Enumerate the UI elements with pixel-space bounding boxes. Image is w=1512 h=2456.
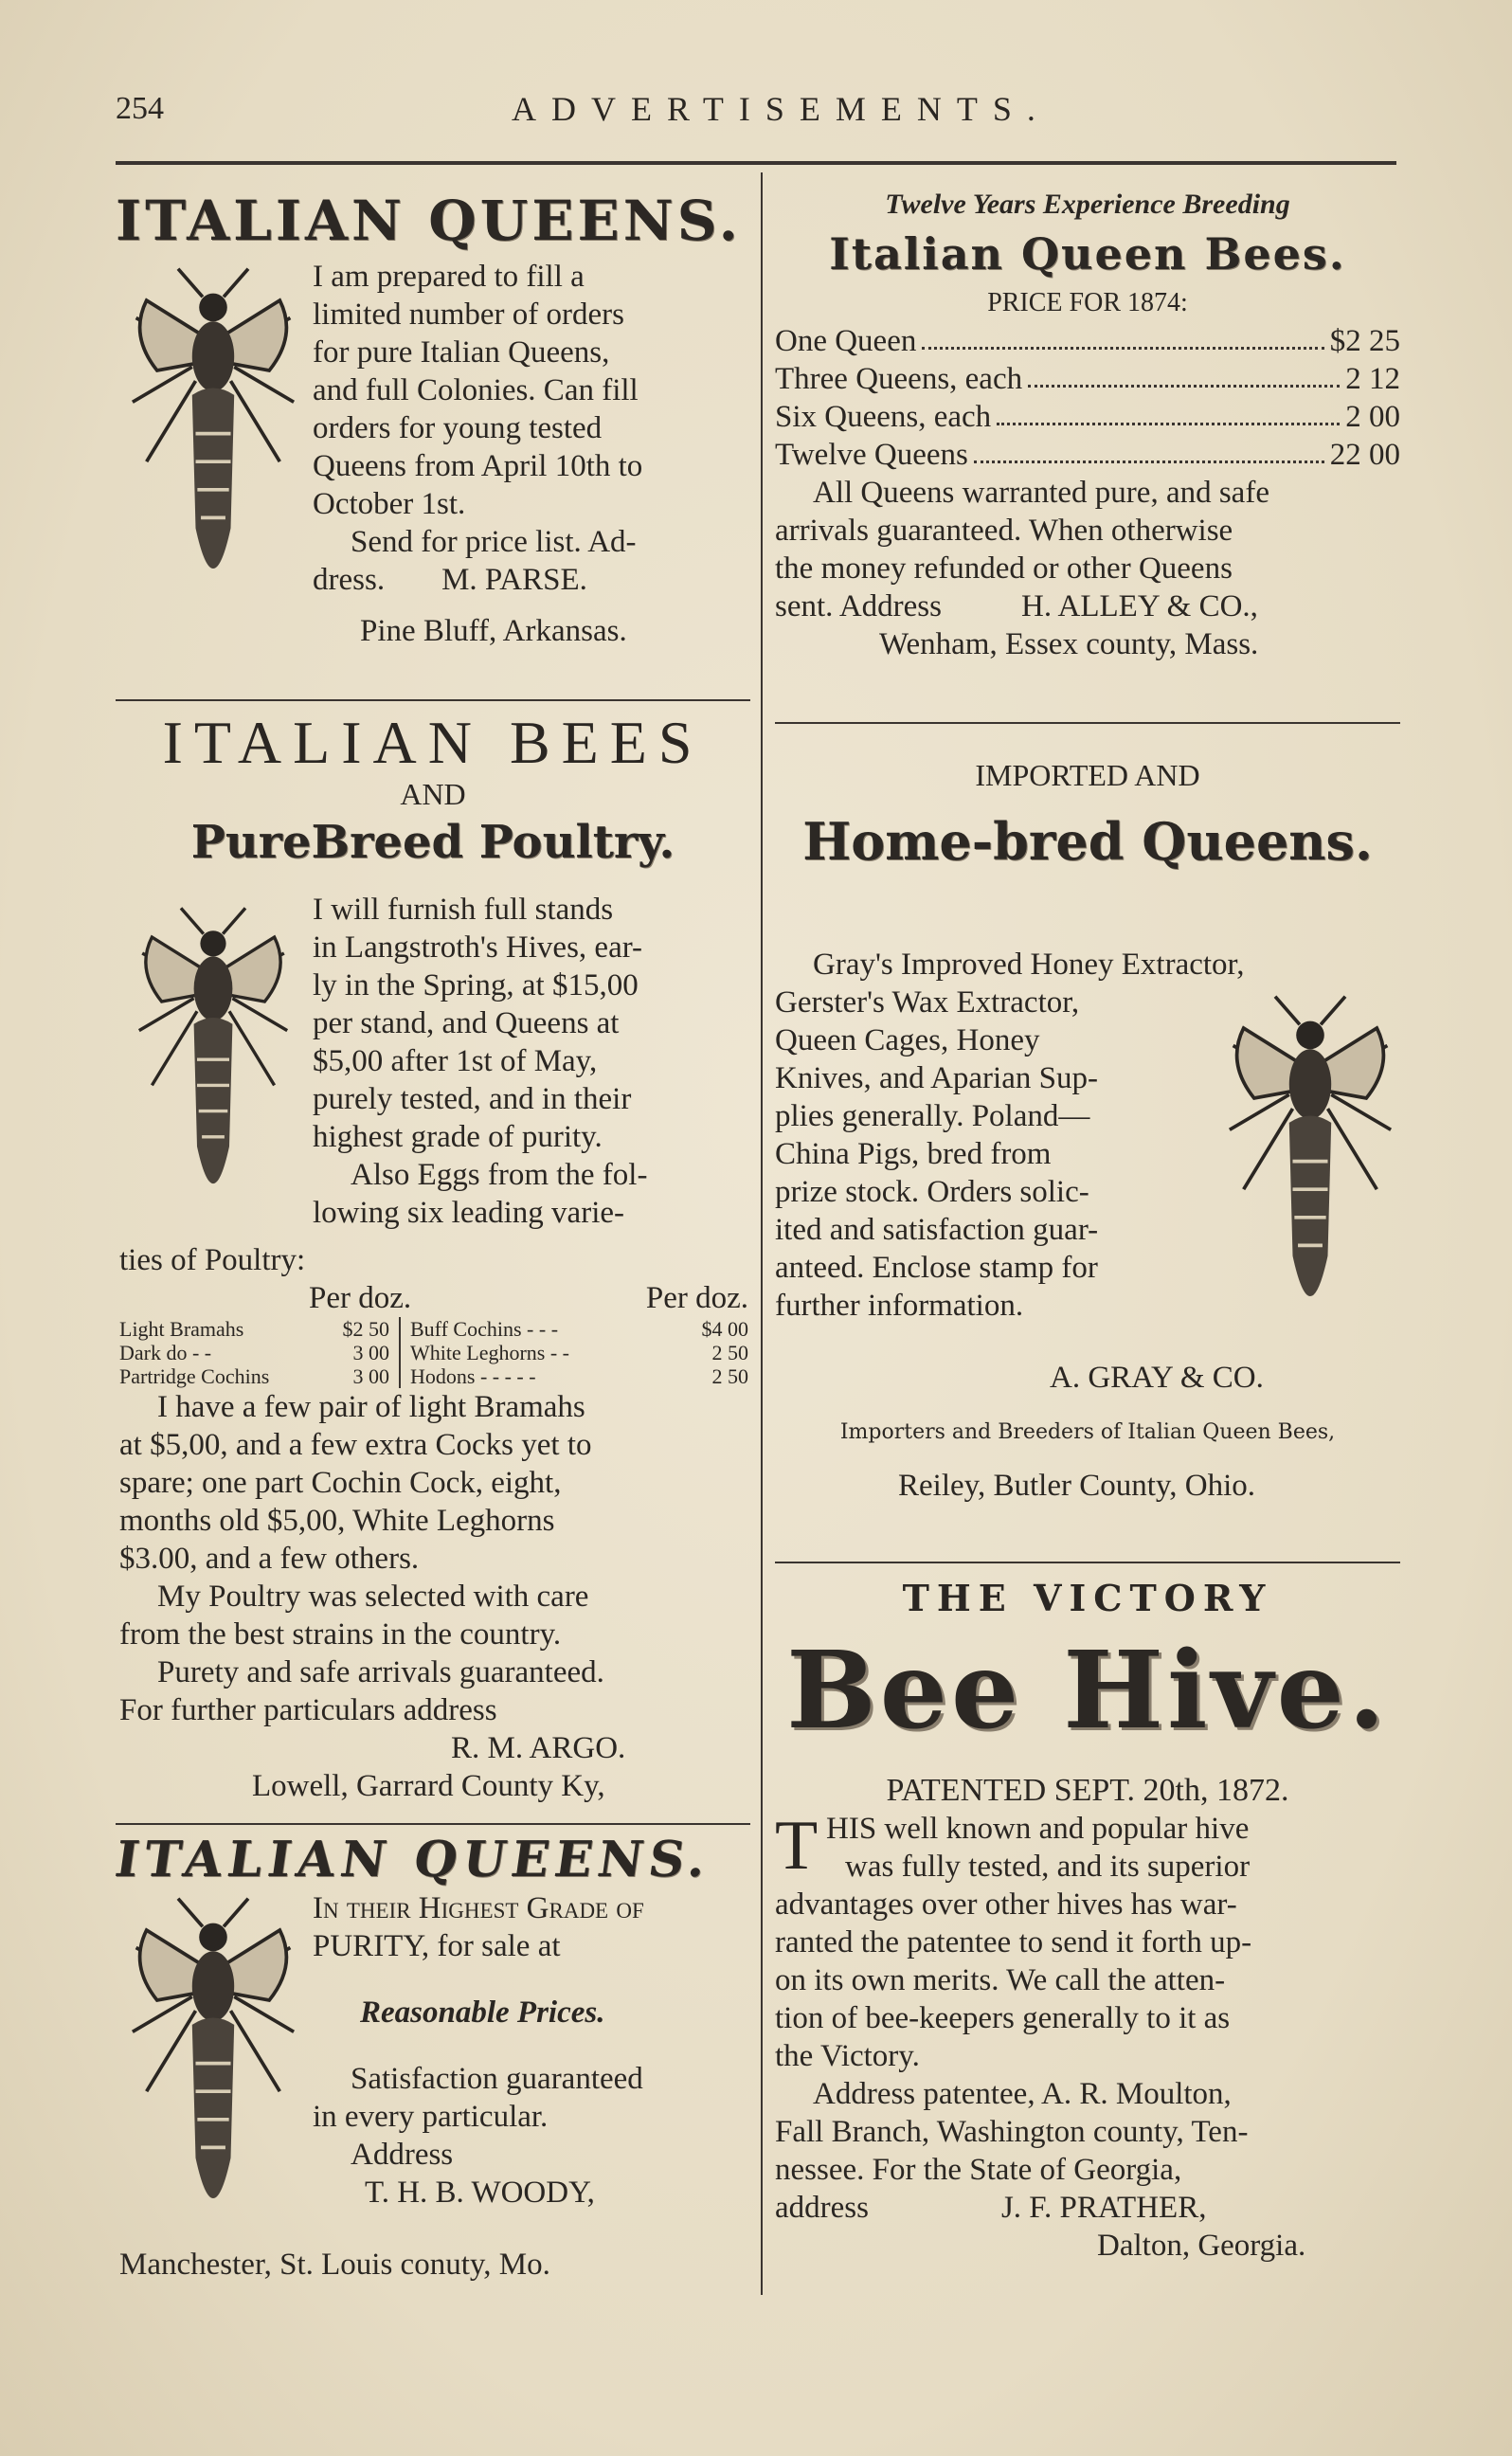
ad-line: Queen Cages, Honey <box>775 1023 1040 1057</box>
column-header: Per doz. <box>309 1281 412 1315</box>
advertiser-location: Reiley, Butler County, Ohio. <box>898 1469 1256 1503</box>
ad-divider <box>775 722 1400 724</box>
column-header: Per doz. <box>645 1281 748 1315</box>
ad-line: China Pigs, bred from <box>775 1137 1052 1171</box>
ad-line: further information. <box>775 1289 1024 1323</box>
ad-line: and full Colonies. Can fill <box>313 373 639 407</box>
ad-woody <box>111 1831 750 1889</box>
ad-parse <box>116 190 750 252</box>
ad-line: I am prepared to fill a <box>313 260 585 294</box>
poultry-name: Buff Cochins - - - <box>410 1317 559 1341</box>
ad-argo-table <box>119 1241 748 1805</box>
ad-line: I will furnish full stands <box>313 893 614 927</box>
header-rule <box>116 161 1396 165</box>
ad-line: on its own merits. We call the atten- <box>775 1963 1226 1997</box>
advertiser-name: A. GRAY & CO. <box>1050 1361 1264 1395</box>
leader-dots <box>922 322 1323 350</box>
ad-line: from the best strains in the country. <box>119 1617 562 1652</box>
ad-title-and: AND <box>400 777 466 811</box>
ad-line: months old $5,00, White Leghorns <box>119 1504 555 1538</box>
patent-date: PATENTED SEPT. 20th, 1872. <box>886 1773 1289 1808</box>
ad-line: Reasonable Prices. <box>360 1996 605 2030</box>
advertiser-name: H. ALLEY & CO., <box>1021 589 1258 623</box>
advertiser-name: M. PARSE. <box>441 563 587 597</box>
price-row <box>775 398 1400 436</box>
ad-line: dress. <box>313 563 386 597</box>
ad-line: arrivals guaranteed. When otherwise <box>775 514 1233 548</box>
advertiser-subtitle: Importers and Breeders of Italian Queen Bees, <box>839 1420 1336 1444</box>
ad-line: lowing six leading varie- <box>313 1196 625 1230</box>
price-row <box>775 436 1400 474</box>
ad-divider <box>775 1562 1400 1563</box>
ad-line: address <box>775 2191 869 2225</box>
ad-line: $3.00, and a few others. <box>119 1542 420 1576</box>
price-value: 2 12 <box>1345 362 1400 396</box>
ad-line: Also Eggs from the fol- <box>351 1158 648 1192</box>
price-item: One Queen <box>775 324 917 358</box>
ad-line: limited number of orders <box>313 298 625 332</box>
ad-line: Purety and safe arrivals guaranteed. <box>157 1655 604 1689</box>
ad-divider <box>116 699 750 701</box>
ad-line: ly in the Spring, at $15,00 <box>313 968 639 1002</box>
ad-line: Gerster's Wax Extractor, <box>775 985 1080 1020</box>
ad-title: ITALIAN BEES <box>162 709 704 776</box>
ad-line: in every particular. <box>313 2100 549 2134</box>
ad-heading: IMPORTED AND <box>975 758 1200 792</box>
ad-line: for pure Italian Queens, <box>313 335 610 370</box>
ad-title: PureBreed Poultry. <box>190 816 675 869</box>
ad-title: Home-bred Queens. <box>802 811 1373 872</box>
ad-line: Satisfaction guaranteed <box>351 2062 643 2096</box>
price-heading: PRICE FOR 1874: <box>987 288 1188 317</box>
table-row <box>119 1341 748 1364</box>
advertiser-name: T. H. B. WOODY, <box>365 2176 595 2210</box>
ad-line: Send for price list. Ad- <box>351 525 637 559</box>
table-row <box>119 1364 748 1388</box>
poultry-name: Dark do - - <box>119 1341 212 1364</box>
ad-line: My Poultry was selected with care <box>157 1580 589 1614</box>
poultry-price: 2 50 <box>711 1364 748 1388</box>
ad-line: per stand, and Queens at <box>313 1006 620 1040</box>
bee-icon <box>123 1895 303 2246</box>
ad-line: prize stock. Orders solic- <box>775 1175 1089 1209</box>
ad-line: PURITY, for sale at <box>313 1929 561 1963</box>
ad-gray <box>775 756 1400 879</box>
price-row <box>775 322 1400 360</box>
ad-line: Queens from April 10th to <box>313 449 643 483</box>
advertiser-name: J. F. PRATHER, <box>1000 2191 1207 2225</box>
ad-line: highest grade of purity. <box>313 1120 603 1154</box>
advertiser-location: Wenham, Essex county, Mass. <box>879 627 1259 661</box>
ad-line: All Queens warranted pure, and safe <box>813 476 1269 510</box>
bee-icon <box>123 265 303 616</box>
ad-heading: Twelve Years Experience Breeding <box>885 189 1290 220</box>
ad-alley <box>775 186 1400 663</box>
price-row <box>775 360 1400 398</box>
ad-line: ties of Poultry: <box>119 1243 306 1277</box>
ad-heading: THE VICTORY <box>902 1577 1273 1619</box>
drop-cap: T <box>775 1807 819 1885</box>
ad-title: Italian Queen Bees. <box>829 228 1346 280</box>
ad-line: spare; one part Cochin Cock, eight, <box>119 1466 562 1500</box>
ad-title: ITALIAN QUEENS. <box>111 1831 715 1888</box>
ad-line: orders for young tested <box>313 411 603 445</box>
table-row <box>119 1317 748 1341</box>
ad-line: the Victory. <box>775 2039 920 2073</box>
ad-line: In their Highest Grade of <box>313 1891 644 1925</box>
price-value: $2 25 <box>1329 324 1400 358</box>
running-head: ADVERTISEMENTS. <box>512 90 1051 128</box>
ad-line: For further particulars address <box>119 1693 497 1727</box>
ad-line: was fully tested, and its superior <box>845 1850 1251 1884</box>
ad-line: anteed. Enclose stamp for <box>775 1251 1098 1285</box>
poultry-name: Hodons - - - - - <box>410 1364 536 1388</box>
poultry-name: White Leghorns - - <box>410 1341 569 1364</box>
poultry-price: 2 50 <box>711 1341 748 1364</box>
leader-dots <box>997 398 1340 425</box>
ad-argo-body <box>313 891 748 1232</box>
ad-line: Knives, and Aparian Sup- <box>775 1061 1098 1095</box>
advertiser-location: Dalton, Georgia. <box>1097 2229 1306 2263</box>
ad-line: Gray's Improved Honey Extractor, <box>813 948 1245 982</box>
price-item: Three Queens, each <box>775 362 1023 396</box>
advertiser-location: Lowell, Garrard County Ky, <box>252 1769 605 1803</box>
ad-line: tion of bee-keepers generally to it as <box>775 2001 1231 2035</box>
ad-woody-body <box>313 1889 750 2212</box>
ad-line: ited and satisfaction guar- <box>775 1213 1099 1247</box>
ad-victory <box>775 1577 1400 2265</box>
ad-line: in Langstroth's Hives, ear- <box>313 930 643 965</box>
ad-title: ITALIAN QUEENS. <box>116 189 742 253</box>
price-item: Twelve Queens <box>775 438 968 472</box>
price-item: Six Queens, each <box>775 400 992 434</box>
poultry-name: Light Bramahs <box>119 1317 244 1341</box>
poultry-name: Partridge Cochins <box>119 1364 270 1388</box>
ad-title: Bee Hive. <box>786 1629 1389 1753</box>
poultry-price: 3 00 <box>352 1364 389 1388</box>
ad-argo <box>116 709 750 874</box>
poultry-price: 3 00 <box>352 1341 389 1364</box>
ad-line: I have a few pair of light Bramahs <box>157 1390 585 1424</box>
price-value: 22 00 <box>1329 438 1400 472</box>
advertiser-location: Pine Bluff, Arkansas. <box>360 614 627 648</box>
ad-divider <box>116 1823 750 1825</box>
ad-line: advantages over other hives has war- <box>775 1887 1237 1922</box>
ad-line: the money refunded or other Queens <box>775 551 1233 586</box>
bee-icon <box>1220 993 1400 1344</box>
page-number: 254 <box>116 91 164 126</box>
ad-line: ranted the patentee to send it forth up- <box>775 1925 1252 1959</box>
ad-line: plies generally. Poland— <box>775 1099 1090 1133</box>
poultry-price: $2 50 <box>342 1317 389 1341</box>
ad-line: Fall Branch, Washington county, Ten- <box>775 2115 1249 2149</box>
advertiser-location: Manchester, St. Louis conuty, Mo. <box>119 2248 550 2282</box>
ad-woody-footer <box>119 2246 745 2284</box>
ad-line: Address <box>351 2138 454 2172</box>
advertiser-name: R. M. ARGO. <box>451 1731 626 1765</box>
price-value: 2 00 <box>1345 400 1400 434</box>
ad-line: $5,00 after 1st of May, <box>313 1044 598 1078</box>
bee-icon <box>123 905 303 1227</box>
leader-dots <box>1028 360 1340 388</box>
column-divider <box>761 172 763 2295</box>
ad-line: at $5,00, and a few extra Cocks yet to <box>119 1428 592 1462</box>
poultry-price: $4 00 <box>701 1317 748 1341</box>
ad-line: October 1st. <box>313 487 466 521</box>
ad-line: purely tested, and in their <box>313 1082 632 1116</box>
ad-line: Address patentee, A. R. Moulton, <box>813 2077 1232 2111</box>
poultry-price-table <box>119 1317 748 1388</box>
ad-parse-body <box>313 258 748 650</box>
leader-dots <box>974 436 1324 463</box>
ad-line: nessee. For the State of Georgia, <box>775 2153 1182 2187</box>
ad-line: HIS well known and popular hive <box>826 1812 1250 1846</box>
ad-line: sent. Address <box>775 589 942 623</box>
